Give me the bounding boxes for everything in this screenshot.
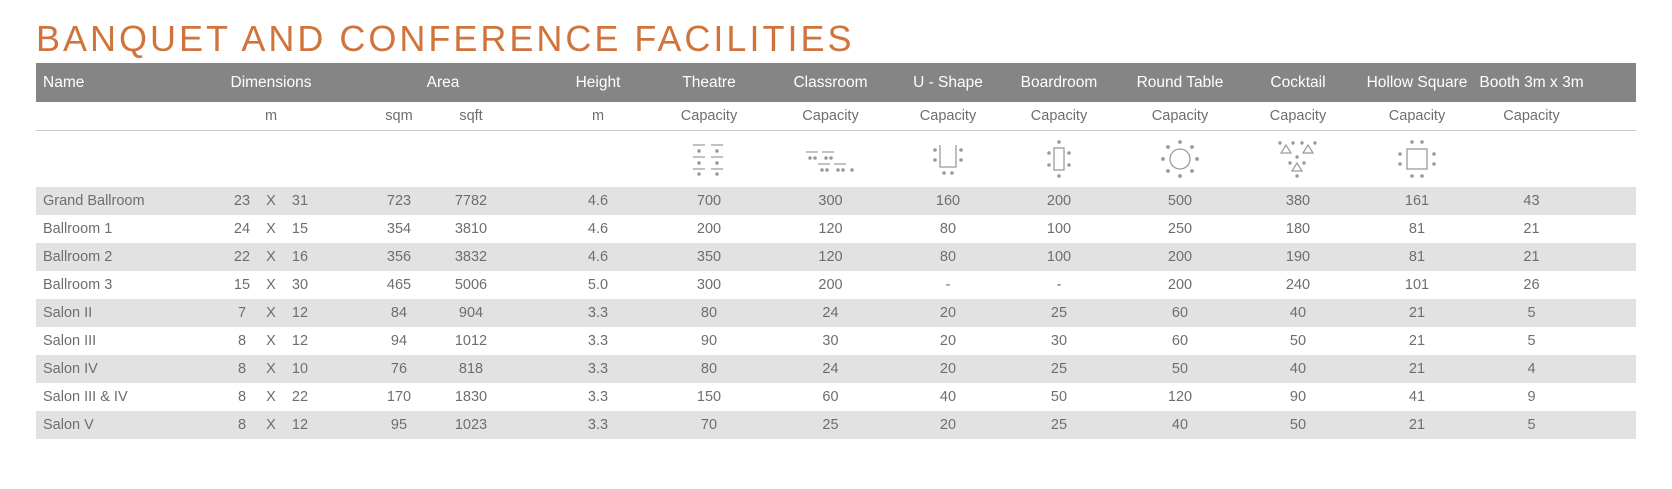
dimension-length: 12 [291, 417, 309, 433]
theatre-capacity: 90 [700, 333, 718, 349]
hollow-square-capacity: 101 [1404, 277, 1430, 293]
height: 5.0 [587, 277, 609, 293]
dimension-width: 24 [233, 221, 251, 237]
theatre-capacity: 300 [696, 277, 722, 293]
table-row [36, 243, 1636, 271]
cocktail-capacity: 240 [1285, 277, 1311, 293]
dimension-length: 12 [291, 305, 309, 321]
header-cocktail: Cocktail [1270, 73, 1326, 91]
round-table-capacity: 60 [1171, 333, 1189, 349]
classroom-capacity: 24 [822, 361, 839, 377]
table-row [36, 327, 1636, 355]
table-row [36, 383, 1636, 411]
ushape-capacity: 160 [935, 193, 961, 209]
dimensions [206, 389, 336, 405]
hollow-square-capacity: 161 [1404, 193, 1430, 209]
dimension-length: 12 [291, 333, 309, 349]
classroom-capacity: 25 [822, 417, 839, 433]
area-sqm: 76 [390, 361, 408, 377]
boardroom-capacity: 100 [1046, 221, 1072, 237]
classroom-capacity: 200 [818, 277, 843, 293]
dimension-width: 8 [237, 389, 247, 405]
room-name: Ballroom 3 [43, 277, 113, 293]
sub-dim-unit: m [206, 108, 336, 124]
height: 3.3 [587, 333, 609, 349]
ushape-capacity: 20 [939, 361, 957, 377]
boardroom-capacity: 25 [1050, 417, 1068, 433]
header-dimensions: Dimensions [230, 73, 312, 91]
dimension-length: 30 [291, 277, 309, 293]
facilities-table [36, 63, 1636, 439]
cocktail-capacity: 190 [1285, 249, 1311, 265]
room-name: Ballroom 2 [43, 249, 113, 265]
booth-capacity: 5 [1527, 305, 1536, 321]
dimension-length: 22 [291, 389, 309, 405]
dimension-separator: X [266, 305, 276, 321]
area-sqft: 904 [458, 305, 484, 321]
theatre-capacity: 80 [700, 361, 718, 377]
area-sqm: 356 [386, 249, 412, 265]
area-sqft: 818 [458, 361, 484, 377]
height: 3.3 [587, 361, 609, 377]
room-name: Ballroom 1 [43, 221, 113, 237]
hollow-square-capacity: 21 [1408, 333, 1426, 349]
theatre-capacity: 80 [700, 305, 718, 321]
hollow-square-capacity: 81 [1408, 249, 1426, 265]
theatre-capacity: 70 [700, 417, 718, 433]
area-sqft: 1023 [454, 417, 488, 433]
dimension-separator: X [266, 389, 276, 405]
table-row [36, 187, 1636, 215]
booth-capacity: 21 [1523, 221, 1540, 237]
boardroom-capacity: 25 [1050, 305, 1068, 321]
sub-ushape: Capacity [919, 108, 977, 124]
area-sqft: 1830 [454, 389, 488, 405]
booth-capacity: 9 [1527, 389, 1536, 405]
hollow-square-capacity: 81 [1408, 221, 1426, 237]
dimension-separator: X [266, 221, 276, 237]
dimension-separator: X [266, 417, 276, 433]
header-row [36, 63, 1636, 102]
u-shape-layout-icon [903, 141, 993, 177]
theatre-capacity: 200 [696, 221, 722, 237]
header-booth: Booth 3m x 3m [1479, 73, 1584, 91]
table-row [36, 271, 1636, 299]
table-body [36, 187, 1636, 439]
layout-icons-row [36, 130, 1636, 187]
round-table-capacity: 250 [1167, 221, 1193, 237]
height: 4.6 [587, 221, 609, 237]
dimension-separator: X [266, 361, 276, 377]
sub-classroom: Capacity [802, 108, 859, 124]
boardroom-capacity: 30 [1050, 333, 1068, 349]
dimension-width: 8 [237, 417, 247, 433]
dimensions [206, 193, 336, 209]
dimension-length: 15 [291, 221, 309, 237]
hollow-square-capacity: 21 [1408, 305, 1426, 321]
header-area: Area [426, 73, 460, 91]
area-sqm: 94 [390, 333, 408, 349]
room-name: Salon V [43, 417, 94, 433]
height: 4.6 [587, 249, 609, 265]
theatre-capacity: 700 [696, 193, 722, 209]
height: 4.6 [587, 193, 609, 209]
table-row [36, 299, 1636, 327]
round-table-capacity: 200 [1167, 249, 1193, 265]
dimension-length: 16 [291, 249, 309, 265]
cocktail-capacity: 180 [1285, 221, 1311, 237]
round-table-capacity: 120 [1167, 389, 1193, 405]
ushape-capacity: 40 [939, 389, 957, 405]
classroom-capacity: 30 [822, 333, 839, 349]
round-table-capacity: 60 [1171, 305, 1189, 321]
table-row [36, 355, 1636, 383]
classroom-capacity: 24 [822, 305, 839, 321]
header-ushape: U - Shape [913, 73, 983, 91]
boardroom-capacity: - [1056, 277, 1062, 293]
area-sqft: 3832 [454, 249, 488, 265]
booth-capacity: 26 [1523, 277, 1540, 293]
theatre-capacity: 150 [696, 389, 722, 405]
room-name: Salon II [43, 305, 93, 321]
height: 3.3 [587, 389, 609, 405]
hollow-square-capacity: 21 [1408, 417, 1426, 433]
sub-hollow-square: Capacity [1388, 108, 1446, 124]
boardroom-layout-icon [993, 138, 1125, 180]
sub-cocktail: Capacity [1269, 108, 1327, 124]
cocktail-capacity: 380 [1285, 193, 1311, 209]
dimension-width: 23 [233, 193, 251, 209]
dimension-length: 10 [291, 361, 309, 377]
dimension-width: 7 [237, 305, 247, 321]
ushape-capacity: 20 [939, 333, 957, 349]
hollow-square-capacity: 41 [1408, 389, 1426, 405]
round-table-capacity: 500 [1167, 193, 1193, 209]
height: 3.3 [587, 305, 609, 321]
cocktail-capacity: 50 [1289, 417, 1307, 433]
table-row [36, 215, 1636, 243]
classroom-layout-icon [758, 144, 903, 174]
area-sqft: 1012 [454, 333, 488, 349]
area-sqft: 3810 [454, 221, 488, 237]
cocktail-capacity: 50 [1289, 333, 1307, 349]
cocktail-layout-icon [1235, 139, 1361, 179]
dimensions [206, 333, 336, 349]
cocktail-capacity: 40 [1289, 361, 1307, 377]
sub-booth: Capacity [1503, 108, 1560, 124]
boardroom-capacity: 50 [1050, 389, 1068, 405]
ushape-capacity: 20 [939, 417, 957, 433]
booth-capacity: 43 [1523, 193, 1540, 209]
boardroom-capacity: 25 [1050, 361, 1068, 377]
sub-sqft: sqft [459, 108, 483, 124]
room-name: Salon III [43, 333, 97, 349]
dimension-width: 8 [237, 361, 247, 377]
sub-boardroom: Capacity [1030, 108, 1088, 124]
dimension-length: 31 [291, 193, 309, 209]
header-height: Height [575, 73, 621, 91]
area-sqm: 354 [386, 221, 412, 237]
header-classroom: Classroom [793, 73, 868, 91]
dimension-width: 8 [237, 333, 247, 349]
dimensions [206, 305, 336, 321]
sub-sqm: sqm [385, 108, 413, 124]
booth-capacity: 4 [1527, 361, 1536, 377]
classroom-capacity: 120 [818, 221, 843, 237]
dimension-separator: X [266, 277, 276, 293]
room-name: Grand Ballroom [43, 193, 145, 209]
theatre-layout-icon [660, 141, 758, 177]
height: 3.3 [587, 417, 609, 433]
area-sqm: 95 [390, 417, 408, 433]
room-name: Salon IV [43, 361, 98, 377]
hollow-square-layout-icon [1361, 138, 1473, 180]
booth-capacity: 5 [1527, 417, 1536, 433]
area-sqm: 84 [390, 305, 408, 321]
boardroom-capacity: 100 [1046, 249, 1072, 265]
subheader-row [36, 102, 1636, 130]
page-title: BANQUET AND CONFERENCE FACILITIES [36, 18, 855, 59]
round-table-capacity: 50 [1171, 361, 1189, 377]
room-name: Salon III & IV [43, 389, 128, 405]
dimensions [206, 417, 336, 433]
header-name: Name [43, 73, 85, 91]
round-table-capacity: 40 [1171, 417, 1189, 433]
round-table-capacity: 200 [1167, 277, 1193, 293]
cocktail-capacity: 40 [1289, 305, 1307, 321]
classroom-capacity: 300 [818, 193, 843, 209]
header-round-table: Round Table [1136, 73, 1224, 91]
area-sqft: 7782 [454, 193, 488, 209]
sub-height-unit: m [591, 108, 605, 124]
round-table-layout-icon [1125, 138, 1235, 180]
area-sqm: 465 [386, 277, 412, 293]
dimension-separator: X [266, 333, 276, 349]
dimensions [206, 277, 336, 293]
dimension-width: 22 [233, 249, 251, 265]
ushape-capacity: 80 [939, 249, 957, 265]
header-boardroom: Boardroom [1020, 73, 1098, 91]
booth-capacity: 21 [1523, 249, 1540, 265]
header-hollow-square: Hollow Square [1366, 73, 1468, 91]
ushape-capacity: 80 [939, 221, 957, 237]
dimension-separator: X [266, 249, 276, 265]
table-row [36, 411, 1636, 439]
theatre-capacity: 350 [696, 249, 722, 265]
ushape-capacity: 20 [939, 305, 957, 321]
boardroom-capacity: 200 [1046, 193, 1072, 209]
header-theatre: Theatre [682, 73, 736, 91]
booth-capacity: 5 [1527, 333, 1536, 349]
hollow-square-capacity: 21 [1408, 361, 1426, 377]
sub-round-table: Capacity [1151, 108, 1209, 124]
ushape-capacity: - [945, 277, 951, 293]
area-sqm: 723 [386, 193, 412, 209]
classroom-capacity: 60 [822, 389, 839, 405]
cocktail-capacity: 90 [1289, 389, 1307, 405]
area-sqft: 5006 [454, 277, 488, 293]
dimensions [206, 361, 336, 377]
dimensions [206, 249, 336, 265]
classroom-capacity: 120 [818, 249, 843, 265]
dimension-separator: X [266, 193, 276, 209]
sub-theatre: Capacity [680, 108, 738, 124]
area-sqm: 170 [386, 389, 412, 405]
dimension-width: 15 [233, 277, 251, 293]
dimensions [206, 221, 336, 237]
